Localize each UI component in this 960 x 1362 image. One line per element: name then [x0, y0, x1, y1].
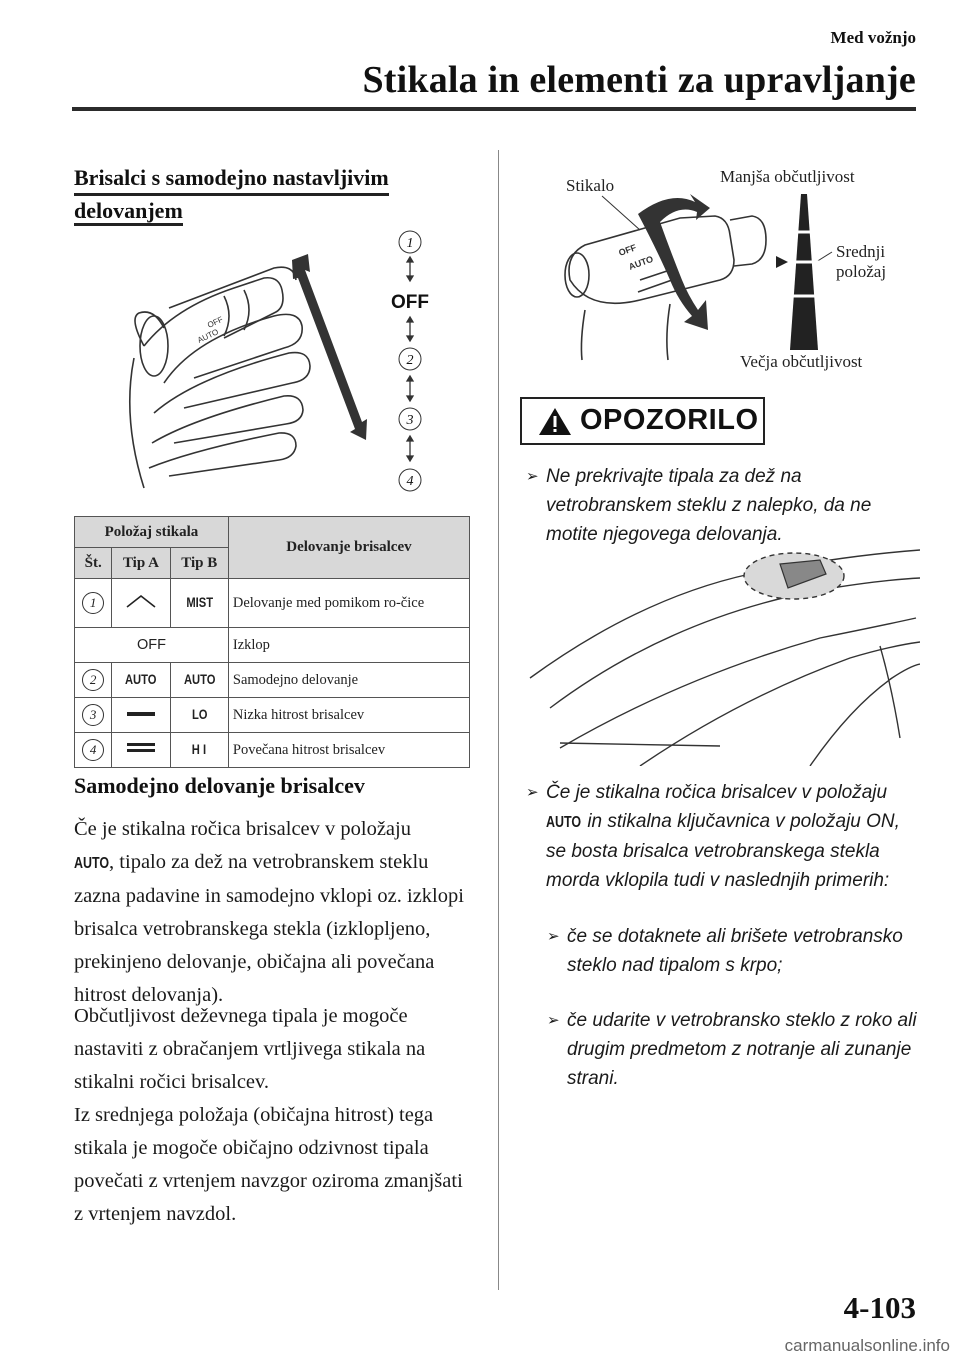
table-head-operation: Delovanje brisalcev [228, 517, 469, 579]
bullet-arrow-icon: ➢ [547, 928, 560, 945]
wiper-mode-table [74, 516, 470, 768]
mist-symbol-icon [123, 592, 159, 610]
section-title-line2: delovanjem [74, 198, 183, 226]
stalk-auto-mark: AUTO [627, 253, 655, 272]
table-head-type-a: Tip A [112, 548, 170, 579]
operation-text: Izklop [228, 628, 469, 663]
warning-subbullet-2 [547, 1006, 917, 1093]
low-speed-bar-icon [123, 709, 159, 719]
warning-triangle-icon [538, 406, 572, 436]
row-number: 3 [82, 704, 104, 726]
stalk-off-mark: OFF [617, 242, 638, 258]
chapter-title: Stikala in elementi za upravljanje [362, 59, 916, 101]
table-row [75, 698, 470, 733]
operation-text: Povečana hitrost brisalcev [228, 733, 469, 768]
type-b-value: LO [191, 706, 208, 722]
auto-symbol: AUTO [74, 855, 110, 872]
table-head-position: Položaj stikala [75, 517, 229, 548]
sub2-text: če udarite v vetrobransko steklo z roko ali drugim predmetom z notranje ali zunanje strani. [567, 1010, 917, 1089]
middle-position-line2: položaj [836, 262, 887, 281]
sensitivity-scale-icon [790, 194, 818, 350]
type-b-value: MIST [185, 594, 213, 610]
warning-subbullet-1 [547, 922, 907, 980]
middle-position-line1: Srednji [836, 242, 886, 261]
operation-text: Delovanje med pomikom ro-čice [228, 579, 469, 628]
position-label-1: 1 [406, 236, 414, 251]
table-head-type-b: Tip B [170, 548, 228, 579]
position-label-3: 3 [406, 413, 414, 428]
row-number: 4 [82, 739, 104, 761]
warning-title: OPOZORILO [580, 404, 759, 436]
paragraph-sensitivity [74, 1000, 474, 1231]
sub1-text: če se dotaknete ali brišete vetrobransko steklo nad tipalom s krpo; [567, 926, 903, 976]
wiper-lever-positions-figure [74, 218, 474, 506]
subsection-title: Samodejno delovanje brisalcev [74, 773, 365, 798]
type-b-value: H I [192, 741, 207, 757]
para1-start: Če je stikalna ročica brisalcev v položaju [74, 818, 411, 840]
more-sensitivity-label: Večja občutljivost [740, 352, 863, 371]
bullet1-text: Ne prekrivajte tipala za dež na vetrobranskem steklu z nalepko, da ne motite njegovega delovanja. [546, 466, 872, 545]
auto-symbol: AUTO [546, 814, 582, 831]
para2: Občutljivost deževnega tipala je mogoče nastaviti z obračanjem vrtljivega stikala na stikalni ročici brisalcev. [74, 1005, 426, 1093]
bullet-arrow-icon: ➢ [547, 1012, 560, 1029]
type-a-value: AUTO [125, 671, 157, 687]
bullet2-end: in stikalna ključavnica v položaju ON, se bosta brisalca vetrobranskega stekla morda vklopila tudi v naslednjih primerih: [546, 811, 900, 891]
bullet-arrow-icon: ➢ [526, 468, 539, 485]
warning-bullet-1 [526, 462, 906, 549]
para1-end: , tipalo za dež na vetrobranskem steklu zazna padavine in samodejno vklopi oz. izklopi brisalca vetrobranskega stekla (izklopljeno, prekinjeno delovanje, običajna ali povečana hitrost delovanja). [74, 851, 464, 1006]
table-head-no: Št. [75, 548, 112, 579]
sensitivity-switch-figure [520, 160, 920, 375]
table-row [75, 663, 470, 698]
row-number: 2 [82, 669, 104, 691]
table-row [75, 579, 470, 628]
column-divider [498, 150, 499, 1290]
stalk-auto-mark: AUTO [196, 327, 220, 345]
position-label-4: 4 [406, 474, 414, 489]
table-row [75, 628, 470, 663]
footer-watermark: carmanualsonline.info [784, 1336, 950, 1355]
section-label: Med vožnjo [830, 28, 916, 47]
bullet2-start: Če je stikalna ročica brisalcev v položaju [546, 782, 888, 803]
position-label-off: OFF [391, 292, 429, 313]
bullet-arrow-icon: ➢ [526, 784, 539, 801]
table-row [75, 733, 470, 768]
page-number: 4-103 [843, 1290, 916, 1325]
windshield-sensor-figure [520, 538, 920, 766]
header-rule [72, 107, 916, 111]
position-off: OFF [75, 628, 229, 663]
row-number: 1 [82, 592, 104, 614]
warning-box [520, 397, 765, 445]
high-speed-bars-icon [123, 742, 159, 754]
position-label-2: 2 [406, 353, 414, 368]
paragraph-auto-operation [74, 813, 474, 1012]
section-title-line1: Brisalci s samodejno nastavljivim [74, 163, 389, 196]
stalk-off-mark: OFF [206, 314, 225, 330]
middle-position-pointer-icon [776, 256, 788, 268]
switch-label: Stikalo [566, 176, 615, 195]
operation-text: Samodejno delovanje [228, 663, 469, 698]
less-sensitivity-label: Manjša občutljivost [720, 167, 855, 186]
type-b-value: AUTO [183, 671, 215, 687]
operation-text: Nizka hitrost brisalcev [228, 698, 469, 733]
warning-bullet-2 [526, 778, 916, 895]
section-title [74, 163, 414, 226]
para3: Iz srednjega položaja (običajna hitrost) tega stikala je mogoče običajno odzivnost tipala povečati z vrtenjem navzgor oziroma zmanjšati z vrtenjem navzdol. [74, 1104, 463, 1225]
